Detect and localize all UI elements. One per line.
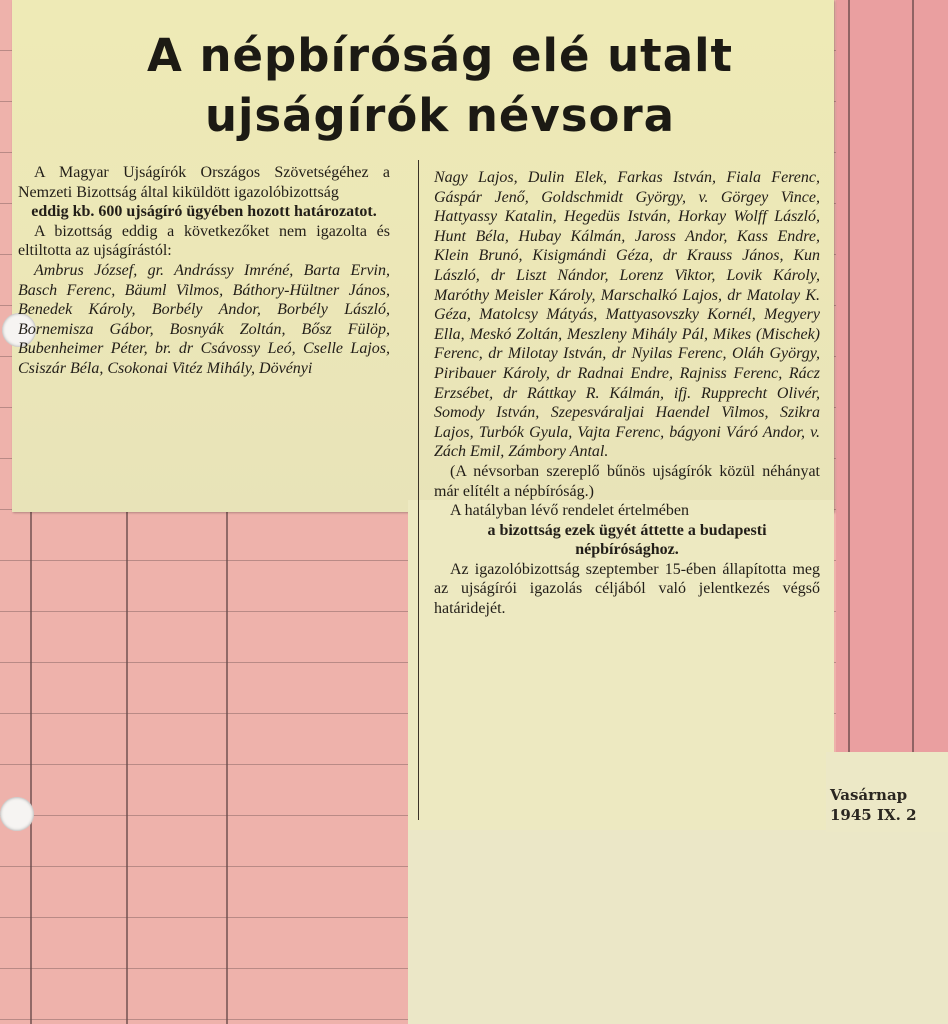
names-list-right: Nagy Lajos, Dulin Elek, Farkas István, Fiala Ferenc, Gáspár Jenő, Goldschmidt György, v. Görgey Vince, Hattyassy Katalin, Hegedüs István, Horkay Wolff László, Hunt Béla, Hubay Kálmán, Jaross Andor, Kass Endre, Klein Brunó, Kisigmándi Géza, dr Krauss János, Kun László, dr Liszt Nándor, Lorenz Viktor, Lovik Károly, Maróthy Meisler Károly, Marschalkó Lajos, dr Matolay K. Géza, Matolcsy Mátyás, Mattyasovszky Kornél, Megyery Ella, Meskó Zoltán, Meszleny Mihály Pál, Mikes (Mischek) Ferenc, dr Milotay István, dr Nyilas Ferenc, Oláh György, Piribauer Károly, dr Radnai Endre, Rajniss Ferenc, Rácz Erzsébet, dr Ráttkay R. Kálmán, ifj. Rupprecht Olivér, Somody István, Szepesváraljai Haendel Vilmos, Szikra Lajos, Turbók Gyula, Vajta Ferenc, bágyoni Váró Andor, v. Zách Emil, Zámbory Antal. bbox=[434, 169, 820, 461]
third-paragraph: A hatályban lévő rendelet értelmében bbox=[450, 502, 690, 520]
headline-line-1: A népbíróság elé utalt bbox=[146, 29, 734, 82]
ledger-margin-strip bbox=[836, 0, 948, 760]
column-divider bbox=[418, 160, 419, 820]
date-value: 1945 IX. 2 bbox=[830, 806, 917, 824]
date-weekday: Vasárnap bbox=[830, 786, 908, 804]
intro-paragraph: A Magyar Ujságírók Országos Szövetségéhez a Nemzeti Bizottság által kiküldött igazolóbizottság bbox=[18, 164, 390, 201]
left-column bbox=[18, 163, 390, 379]
names-list-left: Ambrus József, gr. Andrássy Imréné, Barta Ervin, Basch Ferenc, Bäuml Vilmos, Báthory-Hültner János, Benedek Károly, Borbély Andor, Borbély László, Bornemisza Gábor, Bosnyák Zoltán, Bősz Fülöp, Bubenheimer Péter, br. dr Csávossy Leó, Cselle Lajos, Csiszár Béla, Csokonai Vitéz Mihály, Dövényi bbox=[18, 261, 390, 377]
lead-bold-text-2: a bizottság ezek ügyét áttette a budapesti népbírósághoz. bbox=[487, 521, 767, 559]
right-column bbox=[434, 168, 820, 619]
date-stamp bbox=[830, 785, 917, 825]
punch-hole bbox=[0, 797, 34, 831]
note-paragraph: (A névsorban szereplő bűnös ujságírók közül néhányat már elítélt a népbíróság.) bbox=[434, 462, 820, 500]
lead-bold-text: eddig kb. 600 ujságíró ügyében hozott határozatot. bbox=[31, 203, 377, 221]
second-paragraph: A bizottság eddig a következőket nem igazolta és eltiltotta az ujságírástól: bbox=[18, 222, 390, 260]
paper-strip bbox=[408, 830, 948, 1024]
headline-line-2: ujságírók névsora bbox=[204, 89, 676, 142]
article-headline bbox=[60, 26, 820, 146]
fourth-paragraph: Az igazolóbizottság szeptember 15-ében állapította meg az ujságírói igazolás céljából való jelentkezés végső határidejét. bbox=[434, 560, 820, 618]
